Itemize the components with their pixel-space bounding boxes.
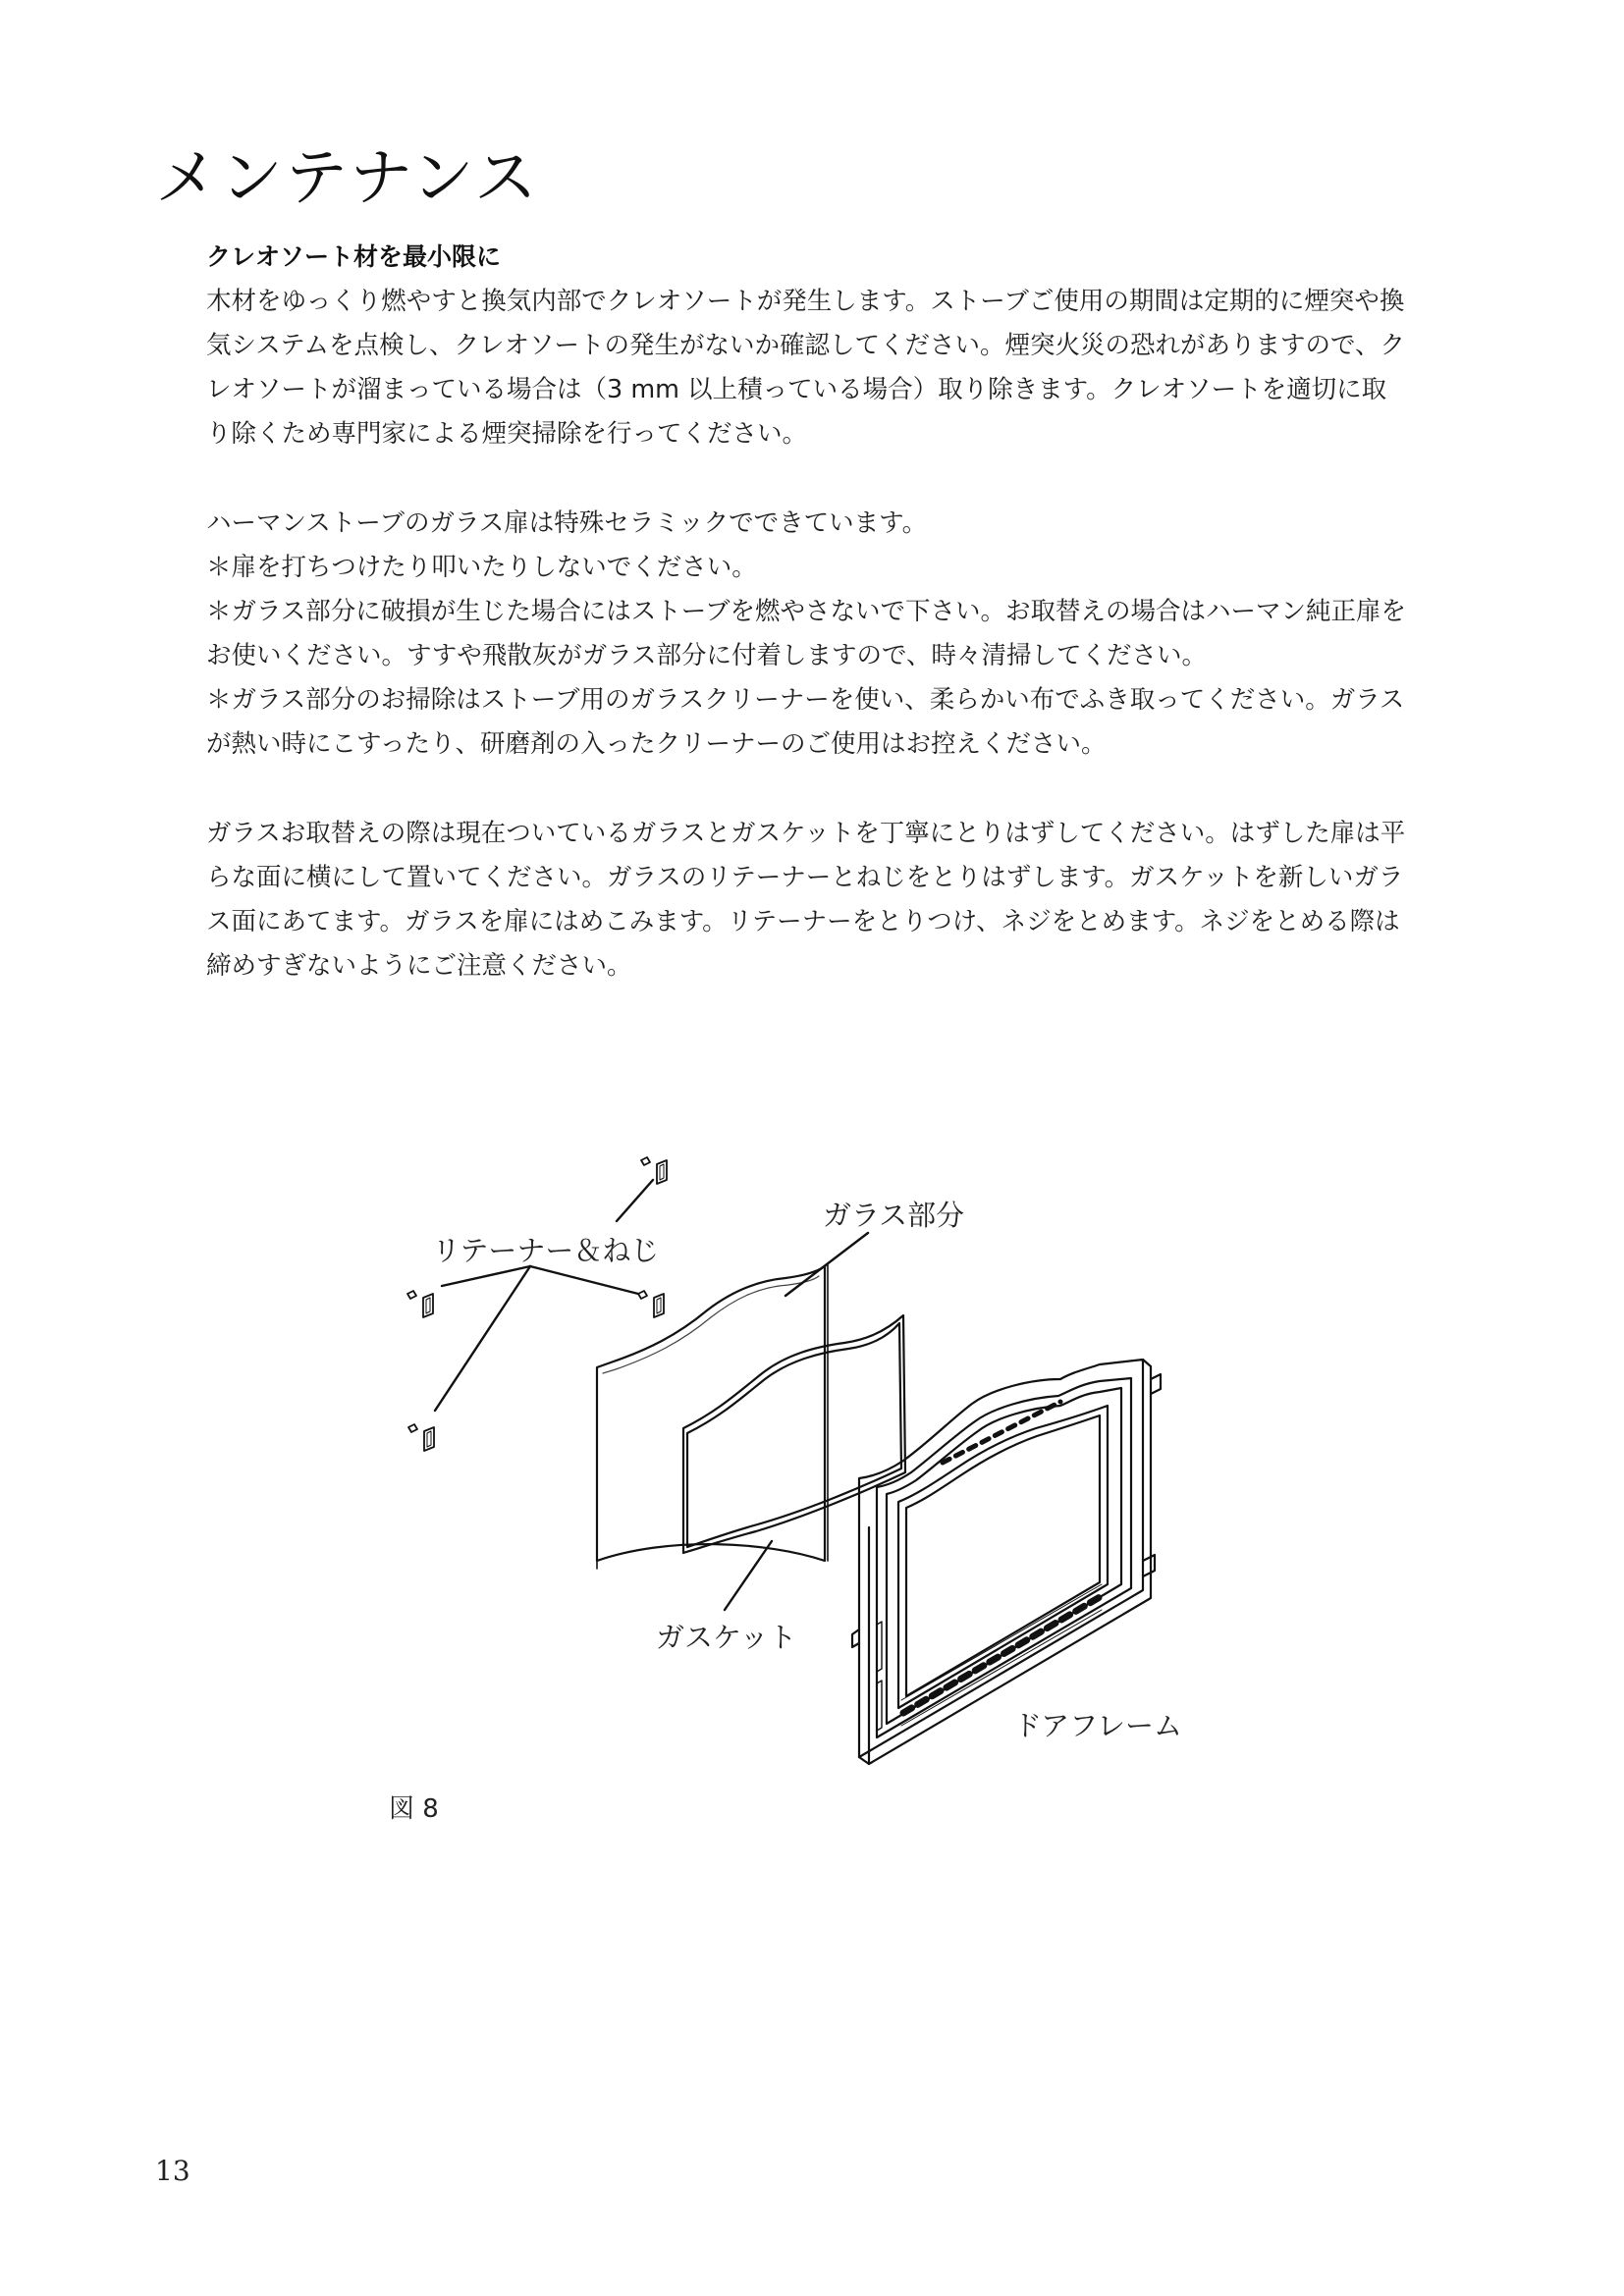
- label-gasket: ガスケット: [656, 1621, 797, 1654]
- text-line: 木材をゆっくり燃やすと換気内部でクレオソートが発生します。ストーブご使用の期間は定期的に煙突や換: [206, 287, 1405, 316]
- text-line: ガラスお取替えの際は現在ついているガラスとガスケットを丁寧にとりはずしてください。はずした扉は平: [206, 819, 1406, 848]
- text-line: らな面に横にして置いてください。ガラスのリテーナーとねじをとりはずします。ガスケットを新しいガラ: [206, 863, 1404, 892]
- paragraph-creosote: [206, 280, 1434, 456]
- section-heading: クレオソート材を最小限に: [206, 242, 502, 271]
- paragraph-glass-replacement: [206, 812, 1434, 988]
- page-number: 13: [155, 2155, 190, 2187]
- text-line: ＊扉を打ちつけたり叩いたりしないでください。: [206, 553, 757, 582]
- text-line: ハーマンストーブのガラス扉は特殊セラミックでできています。: [206, 508, 928, 538]
- label-glass: ガラス部分: [823, 1199, 965, 1232]
- paragraph-glass-door: [206, 502, 1434, 767]
- retainer-screws: [407, 1157, 667, 1451]
- text-line: ＊ガラス部分に破損が生じた場合にはストーブを燃やさないで下さい。お取替えの場合はハーマン純正扉を: [206, 597, 1406, 626]
- text-line: レオソートが溜まっている場合は（3 mm 以上積っている場合）取り除きます。クレオソートを適切に取: [206, 375, 1387, 404]
- gasket: [683, 1315, 905, 1553]
- text-line: 締めすぎないようにご注意ください。: [206, 951, 632, 981]
- glass-panel: [597, 1266, 825, 1561]
- figure-caption: 図 8: [389, 1794, 439, 1824]
- text-line: 気システムを点検し、クレオソートの発生がないか確認してください。煙突火災の恐れがありますので、ク: [206, 331, 1405, 360]
- page-title: メンテナンス: [155, 142, 539, 215]
- text-line: ス面にあてます。ガラスを扉にはめこみます。リテーナーをとりつけ、ネジをとめます。ネジをとめる際は: [206, 907, 1400, 936]
- label-retainer-screws: リテーナー＆ねじ: [432, 1234, 660, 1267]
- text-line: お使いください。すすや飛散灰がガラス部分に付着しますので、時々清掃してください。: [206, 641, 1207, 670]
- text-line: が熱い時にこすったり、研磨剤の入ったクリーナーのご使用はお控えください。: [206, 729, 1107, 759]
- text-line: ＊ガラス部分のお掃除はストーブ用のガラスクリーナーを使い、柔らかい布でふき取ってください。ガラス: [206, 685, 1405, 715]
- text-line: り除くため専門家による煙突掃除を行ってください。: [206, 419, 808, 449]
- label-door-frame: ドアフレーム: [1013, 1709, 1182, 1742]
